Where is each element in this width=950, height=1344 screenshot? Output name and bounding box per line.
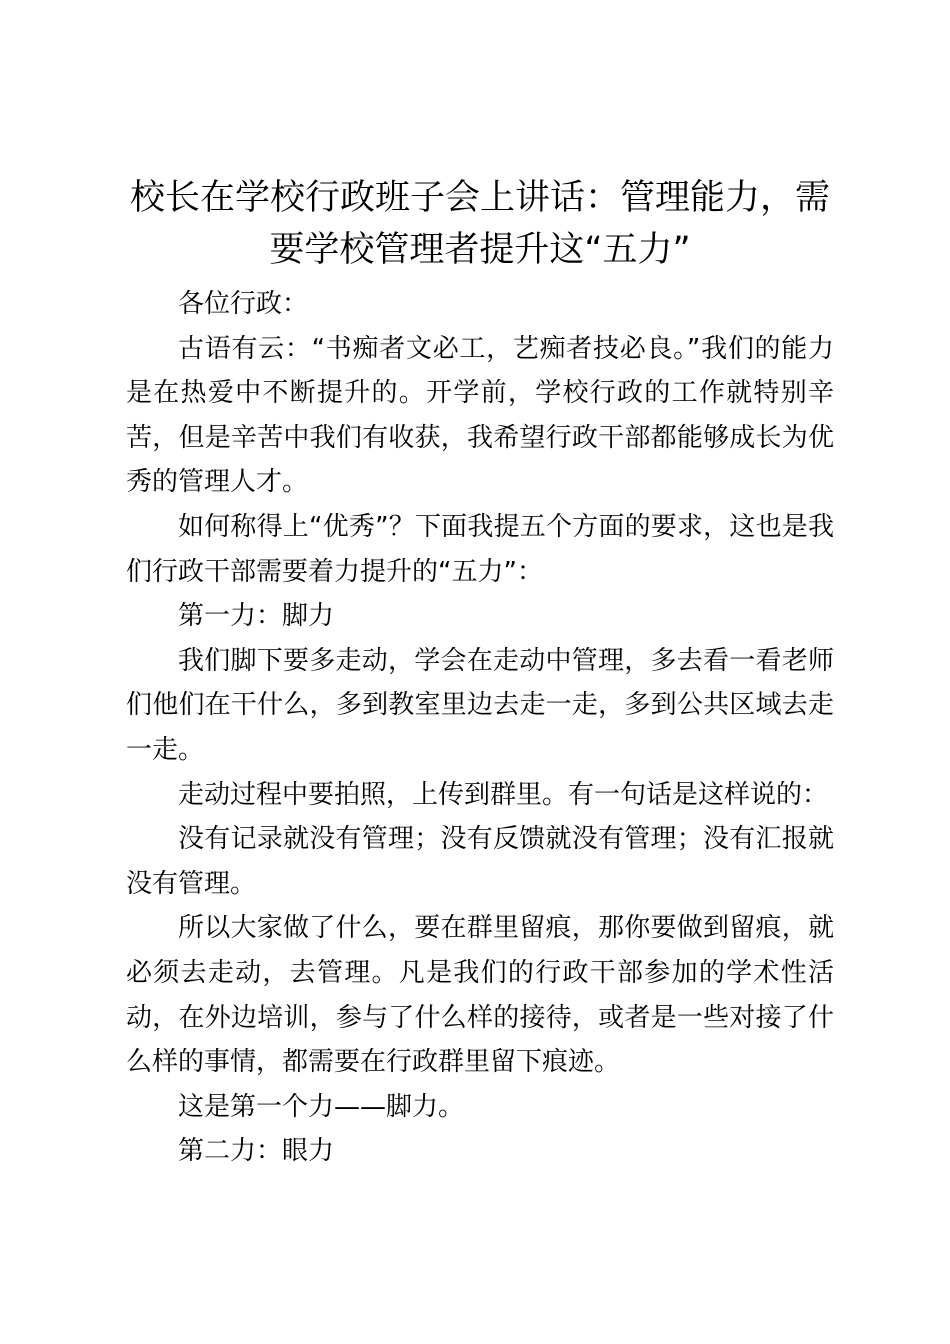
body-paragraph: 走动过程中要拍照，上传到群里。有一句话是这样说的： <box>178 779 829 810</box>
document-title: 校长在学校行政班子会上讲话：管理能力，需要学校管理者提升这“五力” <box>129 178 830 270</box>
body-paragraph: 如何称得上“优秀”？下面我提五个方面的要求，这也是我们行政干部需要着力提升的“五力”： <box>126 511 834 587</box>
section-heading: 第一力：脚力 <box>178 601 335 632</box>
body-paragraph: 所以大家做了什么，要在群里留痕，那你要做到留痕，就必须去走动，去管理。凡是我们的行政干部参加的学术性活动，在外边培训，参与了什么样的接待，或者是一些对接了什么样的事情，都需要在行政群里留下痕迹。 <box>126 913 834 1078</box>
document-body <box>126 282 834 1174</box>
body-paragraph: 我们脚下要多走动，学会在走动中管理，多去看一看老师们他们在干什么，多到教室里边去走一走，多到公共区域去走一走。 <box>126 645 834 765</box>
body-paragraph: 这是第一个力——脚力。 <box>178 1091 465 1122</box>
document-page <box>126 172 834 1174</box>
section-heading: 第二力：眼力 <box>178 1136 335 1167</box>
body-paragraph: 没有记录就没有管理；没有反馈就没有管理；没有汇报就没有管理。 <box>126 824 834 899</box>
salutation-paragraph: 各位行政： <box>178 289 309 319</box>
body-paragraph: 古语有云：“书痴者文必工，艺痴者技必良。”我们的能力是在热爱中不断提升的。开学前，学校行政的工作就特别辛苦，但是辛苦中我们有收获，我希望行政干部都能够成长为优秀的管理人才。 <box>126 333 834 498</box>
